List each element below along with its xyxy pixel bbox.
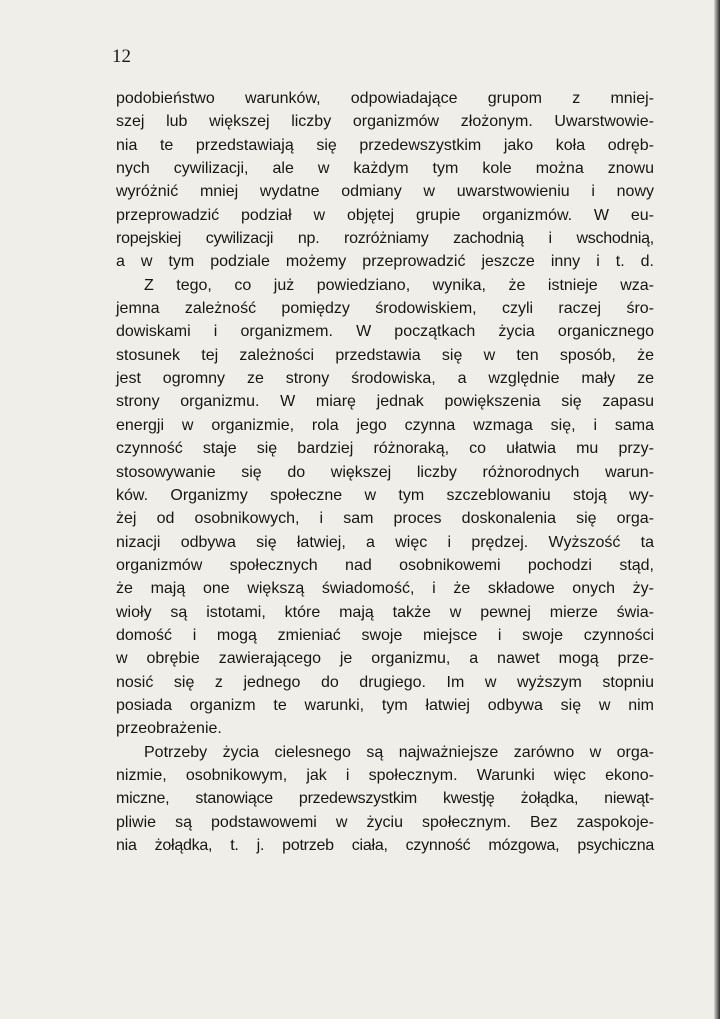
text-line: wioły są istotami, które mają także w pewnej mierze świa- xyxy=(116,603,654,621)
text-line: nizmie, osobnikowym, jak i społecznym. Warunki więc ekono- xyxy=(116,766,654,784)
text-line: ków. Organizmy społeczne w tym szczeblowaniu stoją wy- xyxy=(116,486,654,504)
text-line: ropejskiej cywilizacji np. rozróżniamy zachodnią i wschodnią, xyxy=(116,230,654,248)
text-line: żej od osobnikowych, i sam proces doskonalenia się orga- xyxy=(116,510,654,528)
text-line: strony organizmu. W miarę jednak powiększenia się zapasu xyxy=(116,393,654,411)
text-line: pliwie są podstawowemi w życiu społecznym. Bez zaspokoje- xyxy=(116,813,654,831)
text-line: organizmów społecznych nad osobnikowemi pochodzi stąd, xyxy=(116,556,654,574)
text-line: stosunek tej zależności przedstawia się w ten sposób, że xyxy=(116,346,654,364)
text-line: miczne, stanowiące przedewszystkim kwestję żołądka, niewąt- xyxy=(116,790,654,808)
text-line: Z tego, co już powiedziano, wynika, że istnieje wza- xyxy=(144,276,654,294)
page-number: 12 xyxy=(112,46,131,67)
text-line: domość i mogą zmieniać swoje miejsce i swoje czynności xyxy=(116,626,654,644)
text-line: stosowywanie się do większej liczby różnorodnych warun- xyxy=(116,463,654,481)
text-line: jest ogromny ze strony środowiska, a względnie mały ze xyxy=(116,370,654,388)
text-line: w obrębie zawierającego je organizmu, a nawet mogą prze- xyxy=(116,650,654,668)
text-line: szej lub większej liczby organizmów złożonym. Uwarstwowie- xyxy=(116,113,654,131)
text-line: nosić się z jednego do drugiego. Im w wyższym stopniu xyxy=(116,673,654,691)
body-text xyxy=(116,87,654,857)
text-line: podobieństwo warunków, odpowiadające grupom z mniej- xyxy=(116,90,654,107)
text-line: a w tym podziale możemy przeprowadzić jeszcze inny i t. d. xyxy=(116,253,654,271)
text-line: dowiskami i organizmem. W początkach życia organicznego xyxy=(116,323,654,341)
text-line: nizacji odbywa się łatwiej, a więc i prędzej. Wyższość ta xyxy=(116,533,654,551)
text-line: posiada organizm te warunki, tym łatwiej odbywa się w nim xyxy=(116,696,654,714)
text-line: nych cywilizacji, ale w każdym tym kole można znowu xyxy=(116,160,654,178)
text-line: nia żołądka, t. j. potrzeb ciała, czynność mózgowa, psychiczna xyxy=(116,837,654,854)
text-line: Potrzeby życia cielesnego są najważniejsze zarówno w orga- xyxy=(144,743,654,761)
text-line: energji w organizmie, rola jego czynna wzmaga się, i sama xyxy=(116,416,654,434)
text-line: przeprowadzić podział w objętej grupie organizmów. W eu- xyxy=(116,206,654,224)
text-line: wyróżnić mniej wydatne odmiany w uwarstwowieniu i nowy xyxy=(116,183,654,201)
text-line: że mają one większą świadomość, i że składowe onych ży- xyxy=(116,580,654,598)
text-line: czynność staje się bardziej różnoraką, co ułatwia mu przy- xyxy=(116,440,654,458)
text-line: nia te przedstawiają się przedewszystkim jako koła odręb- xyxy=(116,136,654,154)
text-line: przeobrażenie. xyxy=(116,720,222,738)
text-line: jemna zależność pomiędzy środowiskiem, czyli raczej śro- xyxy=(116,300,654,318)
page-edge-shadow xyxy=(714,0,720,1019)
